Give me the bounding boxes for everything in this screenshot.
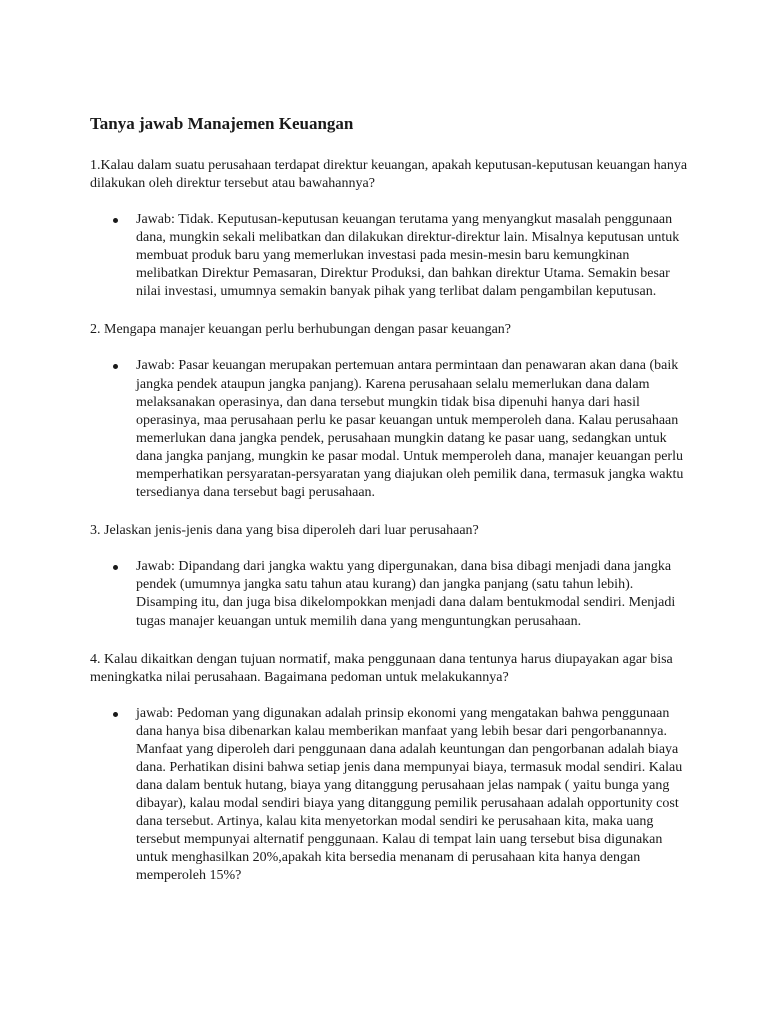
bullet-icon [113, 712, 118, 717]
bullet-icon [113, 364, 118, 369]
bullet-icon [113, 218, 118, 223]
answer-list-4 [90, 705, 690, 886]
answer-2 [90, 357, 690, 502]
answer-3 [90, 558, 690, 630]
document-page [90, 113, 690, 906]
answer-list-3 [90, 558, 690, 630]
bullet-icon [113, 565, 118, 570]
question-4: 4. Kalau dikaitkan dengan tujuan normatif, maka penggunaan dana tentunya harus diupayakan agar bisa meningkatka nilai perusahaan. Bagaimana pedoman untuk melakukannya? [90, 651, 673, 685]
answer-4 [90, 705, 690, 886]
answer-list-1 [90, 211, 690, 301]
answer-4-text: jawab: Pedoman yang digunakan adalah prinsip ekonomi yang mengatakan bahwa penggunaan dana hanya bisa dibenarkan kalau memberikan manfaat yang lebih besar dari pengorbanannya. Manfaat yang diperoleh dari penggunaan dana adalah keuntungan dan pengorbanan adalah biaya dana. Perhatikan disini bahwa setiap jenis dana mempunyai biaya, termasuk modal sendiri. Kalau dana dalam bentuk hutang, biaya yang ditanggung perusahaan jelas nampak ( yaitu bunga yang dibayar), kalau modal sendiri biaya yang ditanggung pemilik perusahaan adalah opportunity cost dana tersebut. Artinya, kalau kita menyetorkan modal sendiri ke perusahaan kita, maka uang tersebut mempunyai alternatif penggunaan. Kalau di tempat lain uang tersebut bisa digunakan untuk menghasilkan 20%,apakah kita bersedia menanam di perusahaan kita hanya dengan memperoleh 15%? [136, 705, 683, 884]
answer-1 [90, 211, 690, 301]
question-2: 2. Mengapa manajer keuangan perlu berhubungan dengan pasar keuangan? [90, 322, 511, 338]
answer-list-2 [90, 357, 690, 502]
document-title: Tanya jawab Manajemen Keuangan [90, 114, 354, 133]
answer-2-text: Jawab: Pasar keuangan merupakan pertemuan antara permintaan dan penawaran akan dana (baik jangka pendek ataupun jangka panjang). Karena perusahaan selalu memerlukan dana dalam melaksanakan operasinya, dan dana tersebut mungkin tidak bisa dipenuhi hanya dari hasil operasinya, maa perusahaan perlu ke pasar keuangan untuk memperoleh dana. Kalau perusahaan memerlukan dana jangka pendek, perusahaan mungkin datang ke pasar uang, sedangkan untuk dana jangka panjang, mungkin ke pasar modal. Untuk memperoleh dana, manajer keuangan perlu memperhatikan persyaratan-persyaratan yang diajukan oleh pemilik dana, termasuk jangka waktu tersedianya dana tersebut bagi perusahaan. [136, 358, 684, 501]
answer-1-text: Jawab: Tidak. Keputusan-keputusan keuangan terutama yang menyangkut masalah penggunaan dana, mungkin sekali melibatkan dan dilakukan direktur-direktur lain. Misalnya keputusan untuk membuat produk baru yang memerlukan investasi pada mesin-mesin baru kemungkinan melibatkan Direktur Pemasaran, Direktur Produksi, dan bahkan direktur Utama. Semakin besar nilai investasi, umumnya semakin banyak pihak yang terlibat dalam pengambilan keputusan. [136, 212, 680, 300]
question-3: 3. Jelaskan jenis-jenis dana yang bisa diperoleh dari luar perusahaan? [90, 523, 479, 539]
question-1: 1.Kalau dalam suatu perusahaan terdapat direktur keuangan, apakah keputusan-keputusan keuangan hanya dilakukan oleh direktur tersebut atau bawahannya? [90, 158, 688, 191]
answer-3-text: Jawab: Dipandang dari jangka waktu yang dipergunakan, dana bisa dibagi menjadi dana jangka pendek (umumnya jangka satu tahun atau kurang) dan jangka panjang (satu tahun lebih). Disamping itu, dan juga bisa dikelompokkan menjadi dana dalam bentukmodal sendiri. Menjadi tugas manajer keuangan untuk memilih dana yang menguntungkan perusahaan. [136, 559, 676, 629]
